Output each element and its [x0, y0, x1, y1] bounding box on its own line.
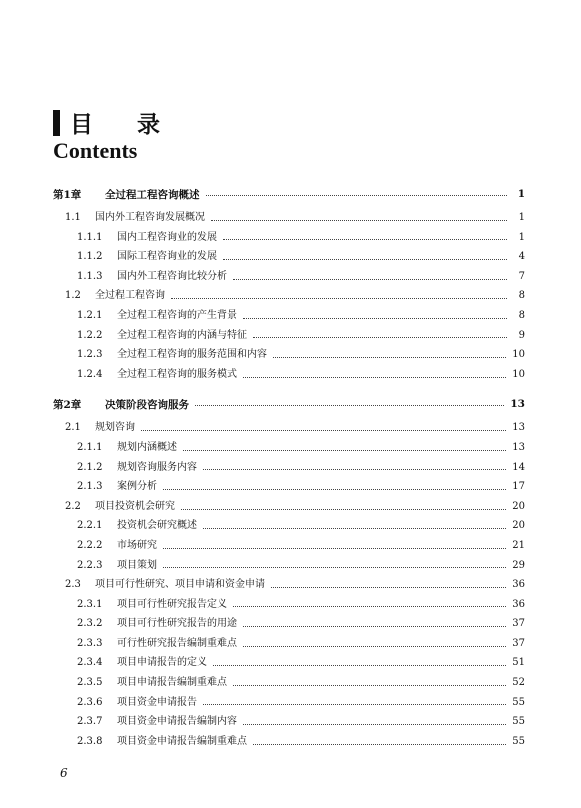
toc-entry-title: 市场研究 — [117, 539, 157, 551]
dot-leader — [213, 664, 506, 666]
toc-entry-page: 37 — [512, 618, 525, 630]
dot-leader — [233, 278, 507, 280]
toc-entry-title: 国内工程咨询业的发展 — [117, 231, 217, 243]
dot-leader — [181, 508, 506, 510]
toc-entry-title: 项目策划 — [117, 559, 157, 571]
dot-leader — [183, 449, 506, 451]
toc-entry-number: 2.1.1 — [77, 441, 103, 453]
toc-entry-number: 2.3.5 — [77, 677, 103, 689]
toc-entry-title: 项目申请报告编制重难点 — [117, 677, 227, 689]
toc-entry-page: 1 — [518, 212, 525, 223]
toc-entry[interactable] — [53, 247, 525, 267]
toc-entry-number: 2.3 — [65, 579, 81, 591]
toc-entry[interactable] — [53, 458, 525, 478]
toc-entry-number: 1.1.1 — [77, 231, 103, 243]
toc-entry-title: 项目可行性研究报告定义 — [117, 598, 227, 610]
toc-entry-number: 2.3.4 — [77, 657, 103, 669]
dot-leader — [233, 605, 506, 607]
toc-entry-title: 项目可行性研究报告的用途 — [117, 618, 237, 630]
dot-leader — [253, 743, 506, 745]
toc-entry-title: 规划咨询 — [95, 422, 135, 434]
dot-leader — [243, 625, 506, 627]
dot-leader — [141, 429, 506, 431]
page-subtitle: Contents — [53, 138, 138, 163]
toc-entry-page: 10 — [512, 349, 525, 361]
toc-entry-title: 决策阶段咨询服务 — [105, 398, 189, 411]
toc-entry-title: 全过程工程咨询的产生背景 — [117, 309, 237, 321]
toc-entry-page: 13 — [512, 441, 525, 453]
toc-entry-title: 国内外工程咨询发展概况 — [95, 212, 205, 223]
page-title: 目 录 — [70, 112, 179, 138]
toc-entry-page: 4 — [518, 251, 525, 263]
toc-entry-page: 1 — [517, 188, 525, 200]
toc-entry-page: 8 — [518, 290, 525, 302]
dot-leader — [271, 586, 506, 588]
toc-entry-title: 项目可行性研究、项目申请和资金申请 — [95, 579, 265, 591]
toc-entry-title: 项目资金申请报告 — [117, 696, 197, 708]
toc-entry[interactable] — [53, 286, 525, 306]
toc-entry-page: 51 — [512, 657, 525, 669]
toc-entry-title: 国际工程咨询业的发展 — [117, 251, 217, 263]
toc-entry-number: 1.1 — [65, 212, 81, 223]
toc-entry-number: 2.2.3 — [77, 559, 103, 571]
toc-entry-number: 2.1.3 — [77, 481, 103, 493]
dot-leader — [223, 258, 507, 260]
dot-leader — [273, 356, 506, 358]
toc-entry[interactable] — [53, 614, 525, 634]
dot-leader — [203, 468, 506, 470]
footer-page-number: 6 — [60, 766, 68, 780]
dot-leader — [253, 336, 507, 338]
toc-entry-title: 全过程工程咨询概述 — [105, 188, 200, 201]
toc-entry-page: 9 — [518, 329, 525, 341]
toc-entry-title: 规划咨询服务内容 — [117, 461, 197, 473]
toc-entry[interactable] — [53, 653, 525, 673]
toc-entry[interactable] — [53, 180, 525, 208]
toc-entry[interactable] — [53, 693, 525, 713]
toc-entry-number: 1.1.2 — [77, 251, 103, 263]
dot-leader — [211, 219, 507, 221]
toc-entry-number: 2.2.1 — [77, 520, 103, 532]
dot-leader — [233, 684, 506, 686]
toc-entry-page: 55 — [512, 716, 525, 728]
toc-entry[interactable] — [53, 575, 525, 595]
toc-entry-number: 1.2.4 — [77, 368, 103, 380]
toc-entry-page: 10 — [512, 368, 525, 380]
toc-entry[interactable] — [53, 732, 525, 752]
toc-entry-page: 36 — [512, 598, 525, 610]
toc-entry-number: 2.2.2 — [77, 539, 103, 551]
toc-entry-page: 52 — [512, 677, 525, 689]
toc-entry-page: 17 — [512, 481, 525, 493]
toc-entry[interactable] — [53, 516, 525, 536]
toc-entry-page: 37 — [512, 637, 525, 649]
toc-entry-title: 全过程工程咨询的内涵与特征 — [117, 329, 247, 341]
toc-entry-number: 1.2 — [65, 290, 81, 302]
toc-entry-page: 36 — [512, 579, 525, 591]
toc-entry-page: 29 — [512, 559, 525, 571]
toc-entry-title: 全过程工程咨询 — [95, 290, 165, 302]
toc-entry-title: 全过程工程咨询的服务模式 — [117, 368, 237, 380]
toc-entry-number: 第1章 — [53, 188, 82, 201]
toc-entry-page: 21 — [512, 539, 525, 551]
toc-entry[interactable] — [53, 418, 525, 438]
toc-entry[interactable] — [53, 477, 525, 497]
dot-leader — [243, 723, 506, 725]
toc-entry-number: 2.1.2 — [77, 461, 103, 473]
toc-entry[interactable] — [53, 306, 525, 326]
toc-entry[interactable] — [53, 595, 525, 615]
toc-entry-number: 2.1 — [65, 422, 81, 434]
toc-entry-number: 2.3.8 — [77, 735, 103, 747]
toc-entry-number: 2.2 — [65, 500, 81, 512]
toc-entry[interactable] — [53, 536, 525, 556]
toc-entry[interactable] — [53, 345, 525, 365]
toc-entry-title: 案例分析 — [117, 481, 157, 493]
toc-entry[interactable] — [53, 326, 525, 346]
dot-leader — [243, 317, 507, 319]
heading-bar — [53, 110, 60, 136]
toc-entry-page: 55 — [512, 735, 525, 747]
toc-entry-number: 2.3.3 — [77, 637, 103, 649]
toc-entry[interactable] — [53, 228, 525, 248]
dot-leader — [163, 488, 506, 490]
toc-entry-page: 1 — [518, 231, 525, 243]
toc-entry-number: 2.3.1 — [77, 598, 103, 610]
toc-entry-number: 1.2.3 — [77, 349, 103, 361]
toc-entry[interactable] — [53, 497, 525, 517]
toc-entry-number: 2.3.6 — [77, 696, 103, 708]
toc-entry-title: 项目投资机会研究 — [95, 500, 175, 512]
dot-leader — [243, 376, 506, 378]
toc-entry-title: 可行性研究报告编制重难点 — [117, 637, 237, 649]
dot-leader — [203, 703, 506, 705]
toc-entry-title: 项目资金申请报告编制内容 — [117, 716, 237, 728]
toc-entry-title: 全过程工程咨询的服务范围和内容 — [117, 349, 267, 361]
toc-entry-title: 投资机会研究概述 — [117, 520, 197, 532]
dot-leader — [163, 547, 506, 549]
toc-entry-number: 第2章 — [53, 398, 82, 411]
table-of-contents — [53, 180, 525, 751]
toc-entry-title: 项目申请报告的定义 — [117, 657, 207, 669]
toc-entry-page: 7 — [518, 270, 525, 282]
toc-entry-page: 20 — [512, 520, 525, 532]
toc-entry[interactable] — [53, 365, 525, 385]
toc-entry[interactable] — [53, 208, 525, 228]
dot-leader — [163, 566, 506, 568]
toc-entry-title: 国内外工程咨询比较分析 — [117, 270, 227, 282]
toc-entry[interactable] — [53, 556, 525, 576]
toc-entry[interactable] — [53, 673, 525, 693]
toc-entry-page: 13 — [510, 398, 525, 411]
dot-leader — [203, 527, 506, 529]
toc-heading — [53, 106, 178, 139]
toc-entry-number: 1.1.3 — [77, 270, 103, 282]
toc-entry-number: 2.3.7 — [77, 716, 103, 728]
toc-entry-title: 项目资金申请报告编制重难点 — [117, 735, 247, 747]
dot-leader — [206, 194, 508, 196]
toc-entry[interactable] — [53, 267, 525, 287]
dot-leader — [243, 645, 506, 647]
toc-entry-number: 2.3.2 — [77, 618, 103, 630]
dot-leader — [223, 238, 507, 240]
toc-entry-number: 1.2.1 — [77, 309, 103, 321]
toc-entry[interactable] — [53, 712, 525, 732]
toc-entry-page: 14 — [512, 461, 525, 473]
dot-leader — [171, 297, 507, 299]
toc-entry[interactable] — [53, 390, 525, 418]
toc-entry[interactable] — [53, 634, 525, 654]
toc-entry[interactable] — [53, 438, 525, 458]
dot-leader — [195, 404, 504, 406]
toc-entry-page: 8 — [518, 309, 525, 321]
toc-entry-page: 13 — [512, 422, 525, 434]
toc-entry-title: 规划内涵概述 — [117, 441, 177, 453]
toc-entry-page: 55 — [512, 696, 525, 708]
toc-entry-page: 20 — [512, 500, 525, 512]
toc-entry-number: 1.2.2 — [77, 329, 103, 341]
